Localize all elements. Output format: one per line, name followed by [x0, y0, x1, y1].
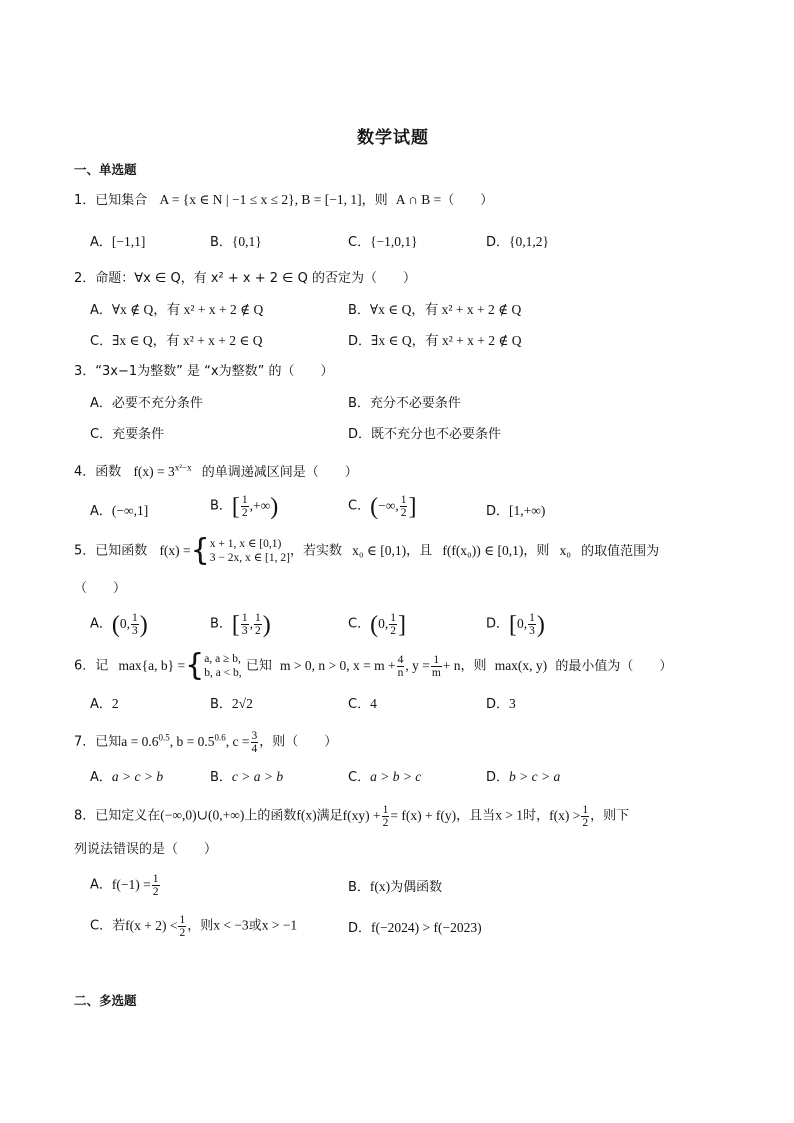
fraction: $\frac{3}{4}$	[251, 730, 258, 756]
fraction: $\frac{1}{2}$	[390, 612, 396, 638]
q5-option-b[interactable]: B．[ $\frac{1}{3}$ , $\frac{1}{2}$ )	[210, 611, 271, 638]
fraction: $\frac{1}{m}$	[431, 653, 441, 679]
q6-option-a[interactable]: A．2	[90, 696, 119, 712]
q5-option-d[interactable]: D．[0, $\frac{1}{3}$ )	[486, 611, 545, 638]
piecewise-cases: a, a ≥ b, b, a < b,	[204, 652, 242, 679]
question-number: 1．	[74, 193, 96, 208]
q6-option-c[interactable]: C．4	[348, 696, 377, 712]
question-5-paren: （ ）	[74, 581, 127, 596]
function-expression: $f(x) = 3^{x^2-x}$	[133, 462, 192, 479]
q5-option-a[interactable]: A．(0, $\frac{1}{3}$ )	[90, 611, 148, 638]
fraction: $\frac{1}{2}$	[255, 612, 261, 638]
q1-option-b[interactable]: B．{0,1}	[210, 234, 262, 250]
q8-option-d[interactable]: D．f(−2024) > f(−2023)	[348, 920, 482, 936]
question-2-stem: 2．命题：∀x ∈ Q，有 x² + x + 2 ∈ Q 的否定为（ ）	[74, 271, 416, 286]
q4-option-c[interactable]: C．(−∞, $\frac{1}{2}$ ]	[348, 493, 417, 520]
q6-option-b[interactable]: B．2√2	[210, 696, 253, 712]
set-definition: A = {x ∈ N | −1 ≤ x ≤ 2}, B = [−1, 1]	[159, 192, 362, 207]
fraction: $\frac{1}{2}$	[152, 873, 159, 899]
q4-option-d[interactable]: D．[1,+∞)	[486, 503, 546, 519]
q4-option-a[interactable]: A．(−∞,1]	[90, 503, 149, 519]
q3-option-b[interactable]: B．充分不必要条件	[348, 396, 461, 411]
q4-option-b[interactable]: B．[ $\frac{1}{2}$ ,+∞)	[210, 493, 279, 520]
q6-option-d[interactable]: D．3	[486, 696, 516, 712]
q2-option-d[interactable]: D．∃x ∈ Q，有 x² + x + 2 ∉ Q	[348, 333, 522, 349]
question-8-stem-line2: 列说法错误的是（ ）	[74, 842, 218, 857]
q7-option-a[interactable]: A．a > c > b	[90, 769, 164, 785]
fraction: $\frac{1}{3}$	[241, 612, 248, 638]
fraction: $\frac{1}{3}$	[132, 612, 138, 638]
q2-option-a[interactable]: A．∀x ∉ Q，有 x² + x + 2 ∉ Q	[90, 302, 264, 318]
q1-option-c[interactable]: C．{−1,0,1}	[348, 234, 418, 250]
q1-option-a[interactable]: A．[−1,1]	[90, 234, 146, 250]
question-4-stem: 4．函数 $f(x) = 3^{x^2-x}$ 的单调递减区间是（ ）	[74, 462, 358, 480]
q7-option-b[interactable]: B．c > a > b	[210, 769, 284, 785]
section-single-choice: 一、单选题	[74, 162, 137, 177]
question-3-stem: 3．“3x−1为整数” 是 “x为整数” 的（ ）	[74, 364, 334, 379]
question-1-stem: 1．已知集合 A = {x ∈ N | −1 ≤ x ≤ 2}, B = [−1, 1]，则 A ∩ B =（ ）	[74, 192, 494, 208]
q3-option-d[interactable]: D．既不充分也不必要条件	[348, 427, 502, 442]
q3-option-a[interactable]: A．必要不充分条件	[90, 396, 203, 411]
q5-option-c[interactable]: C．(0, $\frac{1}{2}$ ]	[348, 611, 406, 638]
q2-option-c[interactable]: C．∃x ∈ Q，有 x² + x + 2 ∈ Q	[90, 333, 263, 349]
question-5-stem: 5．已知函数 f(x) ={ x + 1, x ∈ [0,1) 3 − 2x, x ∈ [1, 2] ，若实数 x₀ ∈ [0,1)，且 f(f(x₀)) ∈ [0,1)，则 x₀ 的取值范围为	[74, 533, 660, 568]
fraction: $\frac{1}{3}$	[529, 612, 535, 638]
fraction: $\frac{1}{2}$	[179, 914, 186, 940]
fraction: $\frac{1}{2}$	[382, 804, 389, 830]
fraction: $\frac{1}{2}$	[400, 494, 407, 520]
q3-option-c[interactable]: C．充要条件	[90, 427, 165, 442]
fraction: $\frac{4}{n}$	[397, 653, 404, 679]
q8-option-c[interactable]: C．若f(x + 2) < $\frac{1}{2}$ ，则x < −3或x > −1	[90, 914, 298, 940]
section-multiple-choice: 二、多选题	[74, 993, 137, 1008]
question-8-stem-line1: 8．已知定义在(−∞,0)∪(0,+∞)上的函数f(x)满足f(xy) + $\frac{1}{2}$ = f(x) + f(y)，且当x > 1时，f(x) > $\frac{1}{2}$ ，则下	[74, 804, 630, 830]
q1-option-d[interactable]: D．{0,1,2}	[486, 234, 549, 250]
page-title: 数学试题	[357, 128, 429, 148]
piecewise-cases: x + 1, x ∈ [0,1) 3 − 2x, x ∈ [1, 2]	[209, 537, 290, 564]
q8-option-b[interactable]: B．f(x)为偶函数	[348, 879, 443, 895]
question-6-stem: 6．记 max{a, b} ={ a, a ≥ b, b, a < b, 已知 m > 0, n > 0, x = m + $\frac{4}{n}$ , y = $\frac{1}{m}$ + n，则 max(x, y) 的最小值为（ ）	[74, 648, 673, 683]
q2-option-b[interactable]: B．∀x ∈ Q，有 x² + x + 2 ∉ Q	[348, 302, 522, 318]
q7-option-c[interactable]: C．a > b > c	[348, 769, 422, 785]
set-intersection: A ∩ B =	[395, 192, 442, 207]
question-7-stem: 7．已知$a = 0.6^{0.5}$, $b = 0.5^{0.6}$, c = $\frac{3}{4}$ ，则（ ）	[74, 730, 338, 756]
fraction: $\frac{1}{2}$	[582, 804, 589, 830]
q8-option-a[interactable]: A．f(−1) = $\frac{1}{2}$	[90, 873, 159, 899]
fraction: $\frac{1}{2}$	[241, 494, 248, 520]
q7-option-d[interactable]: D．b > c > a	[486, 769, 561, 785]
